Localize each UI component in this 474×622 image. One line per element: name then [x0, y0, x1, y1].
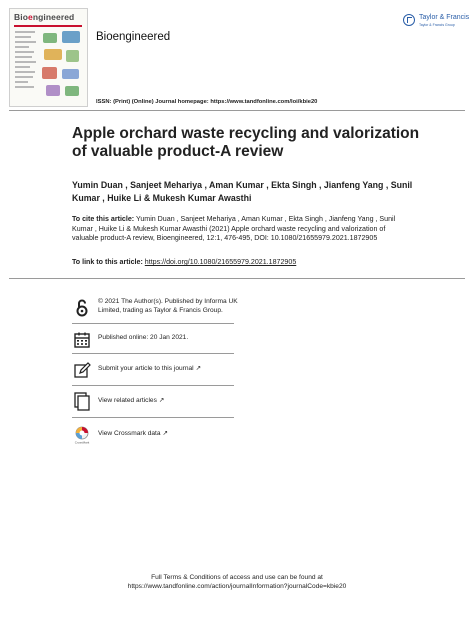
citation-block	[72, 215, 402, 244]
license-text: © 2021 The Author(s). Published by Informa UK Limited, trading as Taylor & Francis Group.	[98, 298, 238, 314]
terms-link[interactable]: https://www.tandfonline.com/action/journalInformation?journalCode=kbie20	[127, 582, 347, 590]
doi-link[interactable]: https://doi.org/10.1080/21655979.2021.1872905	[144, 258, 297, 266]
edit-icon	[72, 360, 92, 380]
cover-figure	[46, 85, 60, 96]
article-link-line	[72, 258, 296, 266]
header-divider	[9, 110, 465, 111]
row-divider	[72, 323, 234, 324]
external-link-icon: ↗	[195, 365, 202, 372]
taylor-francis-logo[interactable]	[403, 13, 470, 33]
cover-figure	[43, 33, 57, 43]
cite-label: To cite this article:	[72, 215, 135, 223]
journal-name[interactable]: Bioengineered	[96, 31, 171, 43]
cover-figure	[65, 86, 79, 96]
crossmark-label[interactable]: View Crossmark data	[98, 430, 161, 437]
external-link-icon: ↗	[158, 397, 165, 404]
cover-figure	[62, 69, 79, 79]
cover-figure	[44, 49, 62, 60]
cover-figure	[62, 31, 80, 43]
journal-cover-thumbnail	[9, 8, 88, 107]
taylor-francis-emblem-icon	[403, 14, 415, 26]
link-label: To link to this article:	[72, 258, 143, 266]
cover-accent-bar	[14, 25, 82, 27]
terms-text: Full Terms & Conditions of access and use can be found at	[151, 574, 323, 581]
crossmark-icon	[72, 425, 92, 445]
cover-title: Bioengineered	[14, 12, 75, 22]
article-title: Apple orchard waste recycling and valorization of valuable product-A review	[72, 125, 420, 160]
citation-text: Yumin Duan , Sanjeet Mehariya , Aman Kumar , Ekta Singh , Jianfeng Yang , Sunil Kumar , Huike Li & Mukesh Kumar Awasthi (2021) Apple orchard waste recycling and valorization of valuable product-A review, Bioengineered, 12:1, 476-495, DOI: 10.1080/21655979.2021.1872905	[72, 215, 396, 243]
cover-figure	[66, 50, 79, 62]
external-link-icon: ↗	[162, 430, 169, 437]
related-articles-link[interactable]	[98, 397, 248, 406]
crossmark-link[interactable]	[98, 430, 248, 439]
issn-label: ISSN: (Print) (Online) Journal homepage:	[96, 99, 209, 105]
related-articles-label[interactable]: View related articles	[98, 397, 157, 404]
documents-icon	[72, 391, 92, 411]
row-divider	[72, 353, 234, 354]
crossmark-badge-text: CrossMark	[74, 440, 90, 445]
publisher-name: Taylor & Francis	[419, 14, 470, 21]
row-divider	[72, 385, 234, 386]
row-divider	[72, 417, 234, 418]
journal-homepage-link[interactable]: https://www.tandfonline.com/loi/kbie20	[210, 99, 318, 105]
publisher-tagline: Taylor & Francis Group	[419, 23, 455, 27]
issn-line	[96, 99, 317, 105]
submit-article-label[interactable]: Submit your article to this journal	[98, 365, 194, 372]
cover-figure	[42, 67, 57, 79]
footer	[0, 574, 474, 592]
cover-contents-list	[15, 31, 37, 91]
calendar-icon	[72, 330, 92, 350]
article-divider	[9, 278, 465, 279]
submit-article-link[interactable]	[98, 365, 248, 374]
published-date: Published online: 20 Jan 2021.	[98, 334, 189, 341]
open-access-icon	[72, 298, 92, 318]
article-authors: Yumin Duan , Sanjeet Mehariya , Aman Kumar , Ekta Singh , Jianfeng Yang , Sunil Kumar , Huike Li & Mukesh Kumar Awasthi	[72, 180, 413, 203]
